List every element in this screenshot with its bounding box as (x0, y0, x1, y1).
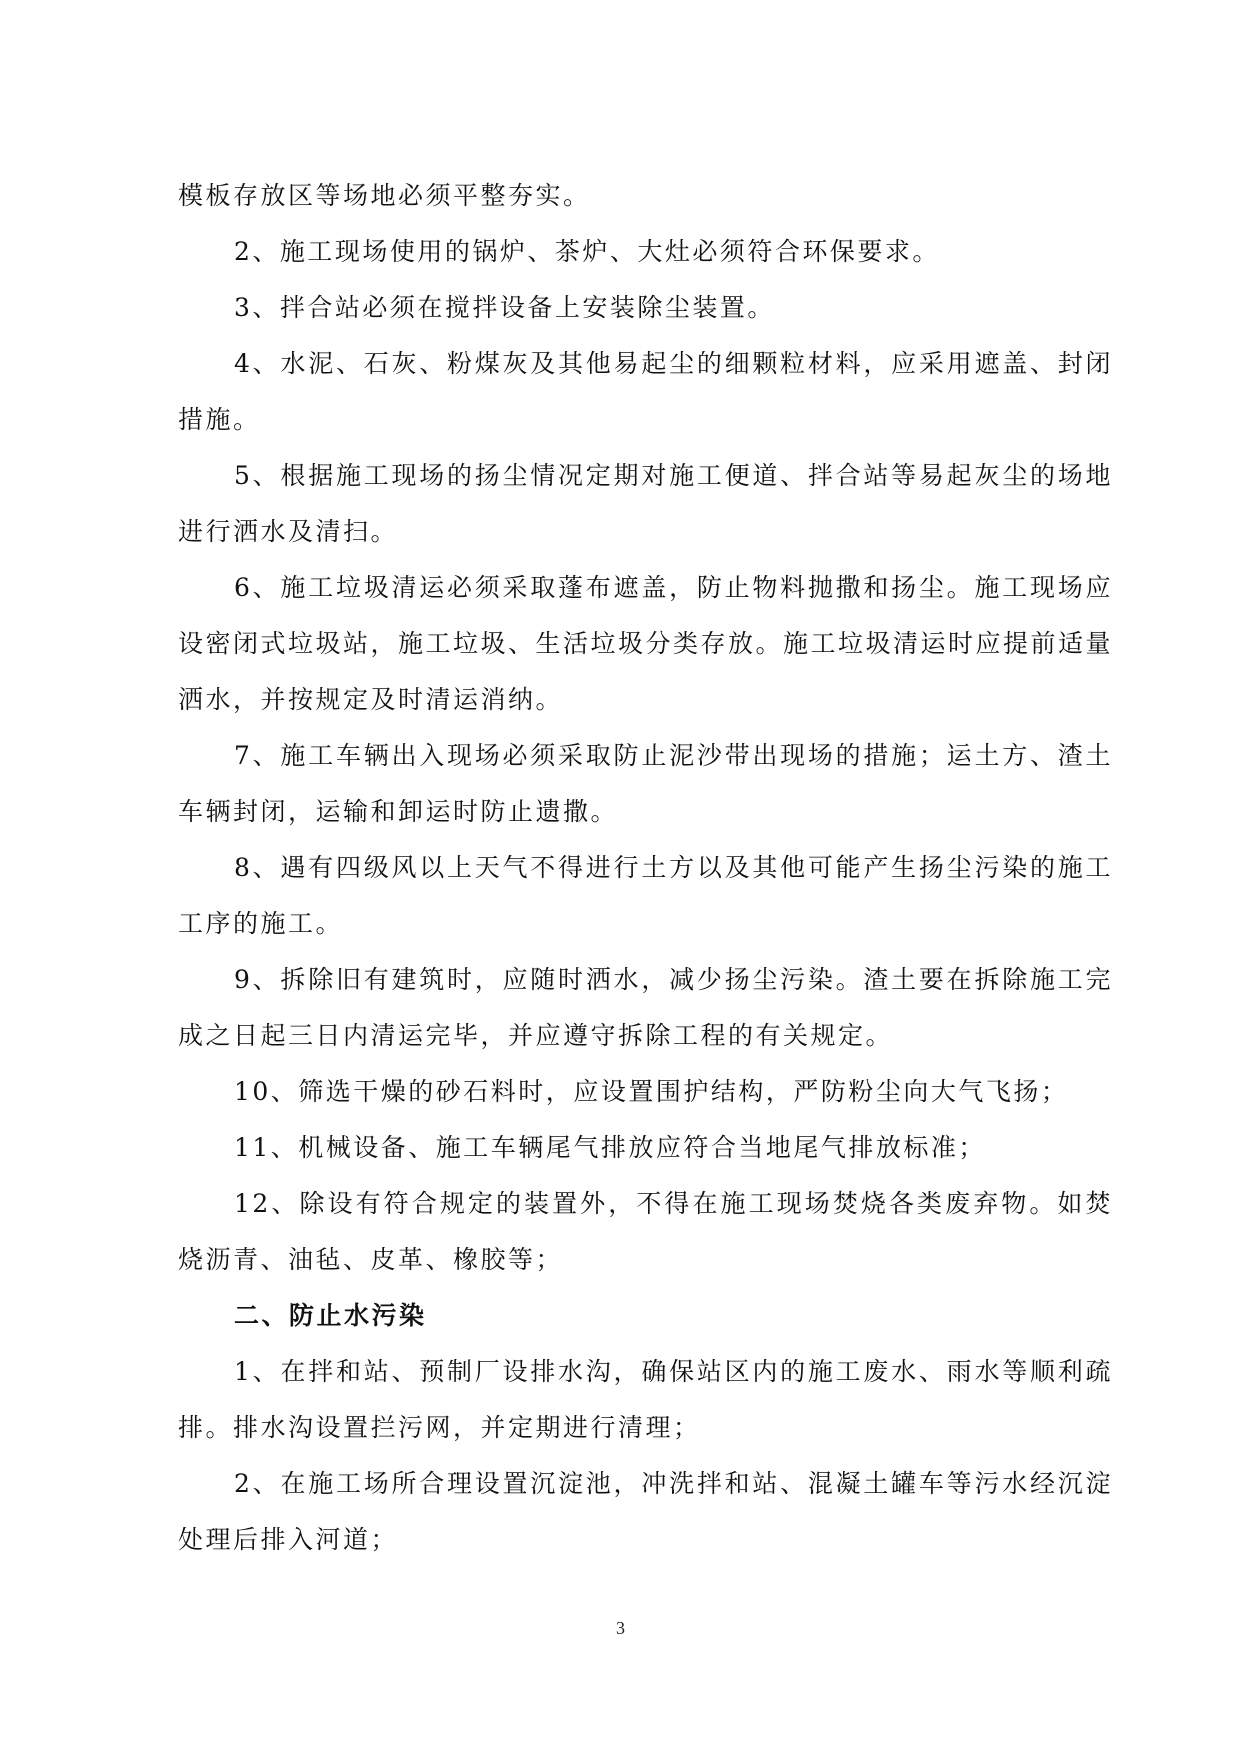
paragraph-item-2: 2、施工现场使用的锅炉、茶炉、大灶必须符合环保要求。 (234, 237, 940, 266)
paragraph-item-8: 8、遇有四级风以上天气不得进行土方以及其他可能产生扬尘污染的施工工序的施工。 (178, 853, 1113, 938)
paragraph-water-item-1: 1、在拌和站、预制厂设排水沟，确保站区内的施工废水、雨水等顺利疏排。排水沟设置拦污网，并定期进行清理； (178, 1357, 1113, 1442)
paragraph-water-item-2: 2、在施工场所合理设置沉淀池，冲洗拌和站、混凝土罐车等污水经沉淀处理后排入河道； (178, 1469, 1113, 1554)
paragraph-item-7: 7、施工车辆出入现场必须采取防止泥沙带出现场的措施；运土方、渣土车辆封闭，运输和卸运时防止遗撒。 (178, 741, 1113, 826)
paragraph-item-4: 4、水泥、石灰、粉煤灰及其他易起尘的细颗粒材料，应采用遮盖、封闭措施。 (178, 349, 1113, 434)
section-heading: 二、防止水污染 (234, 1301, 427, 1330)
document-body (178, 168, 1113, 1568)
paragraph-item-6: 6、施工垃圾清运必须采取蓬布遮盖，防止物料抛撒和扬尘。施工现场应设密闭式垃圾站，施工垃圾、生活垃圾分类存放。施工垃圾清运时应提前适量洒水，并按规定及时清运消纳。 (178, 573, 1114, 714)
paragraph-item-9: 9、拆除旧有建筑时，应随时洒水，减少扬尘污染。渣土要在拆除施工完成之日起三日内清运完毕，并应遵守拆除工程的有关规定。 (178, 965, 1113, 1050)
paragraph-item-10: 10、筛选干燥的砂石料时，应设置围护结构，严防粉尘向大气飞扬； (234, 1077, 1069, 1106)
paragraph-item-12: 12、除设有符合规定的装置外，不得在施工现场焚烧各类废弃物。如焚烧沥青、油毡、皮革、橡胶等； (178, 1189, 1113, 1274)
paragraph-continuation: 模板存放区等场地必须平整夯实。 (178, 181, 591, 210)
paragraph-item-5: 5、根据施工现场的扬尘情况定期对施工便道、拌合站等易起灰尘的场地进行洒水及清扫。 (178, 461, 1113, 546)
paragraph-item-11: 11、机械设备、施工车辆尾气排放应符合当地尾气排放标准； (234, 1133, 986, 1162)
page-number: 3 (616, 1618, 625, 1638)
paragraph-item-3: 3、拌合站必须在搅拌设备上安装除尘装置。 (234, 293, 775, 322)
